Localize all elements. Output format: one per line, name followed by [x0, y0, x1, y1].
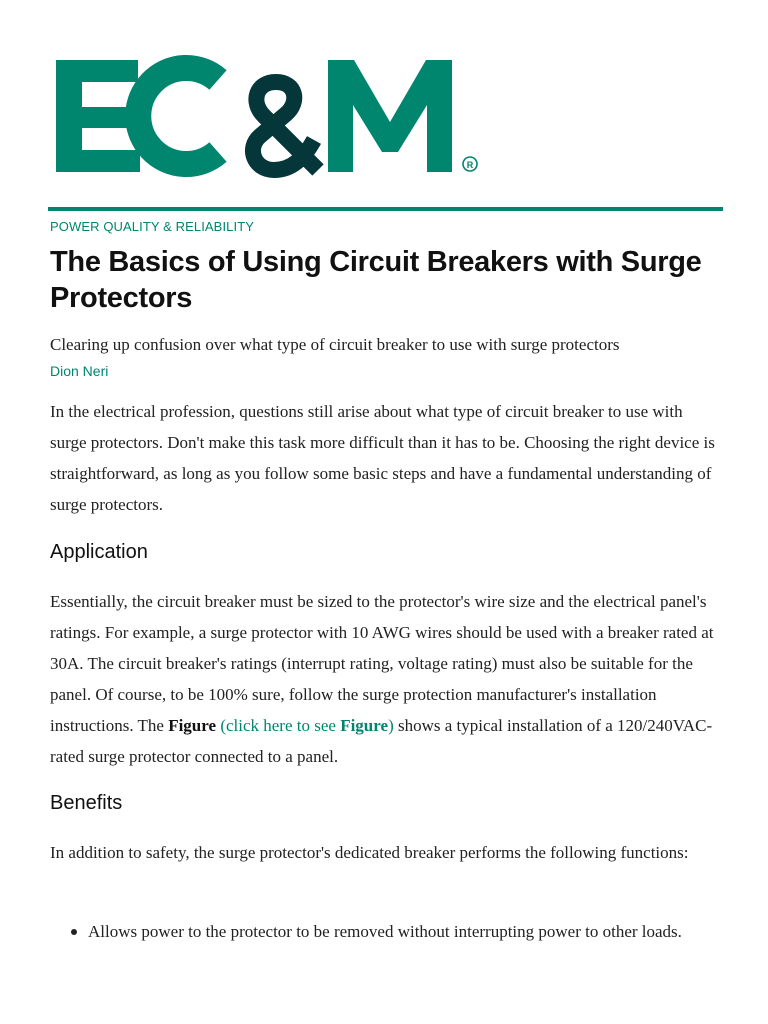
- application-text-after: shows a typical installation of a 120/240VAC-rated surge protector connected to a panel.: [50, 716, 713, 766]
- section-heading-benefits: Benefits: [50, 792, 123, 814]
- application-text-before: Essentially, the circuit breaker must be sized to the protector's wire size and the electrical panel's ratings. For example, a surge protector with 10 AWG wires should be used with a breaker rated at 30A. The circuit breaker's ratings (interrupt rating, voltage rating) must also be suitable for the panel. Of course, to be 100% sure, follow the surge protection manufacturer's installation instructions. The: [50, 592, 714, 735]
- author-link[interactable]: Dion Neri: [50, 363, 109, 379]
- application-paragraph: [50, 586, 720, 772]
- benefits-list: [50, 916, 710, 947]
- logo-ampersand: [253, 82, 318, 170]
- logo-letter-c: [138, 68, 218, 164]
- figure-label: Figure: [168, 716, 217, 735]
- figure-link[interactable]: (click here to see Figure): [216, 716, 394, 735]
- ecm-logo[interactable]: [52, 50, 482, 180]
- section-heading-application: Application: [50, 541, 148, 563]
- article-subtitle: Clearing up confusion over what type of circuit breaker to use with surge protectors: [50, 335, 620, 354]
- list-item: Allows power to the protector to be removed without interrupting power to other loads.: [50, 916, 710, 947]
- logo-letter-m: [328, 60, 452, 172]
- benefits-paragraph: In addition to safety, the surge protector's dedicated breaker performs the following functions:: [50, 843, 689, 862]
- article-title: The Basics of Using Circuit Breakers with Surge Protectors: [50, 246, 702, 314]
- header-divider: [48, 207, 723, 211]
- intro-paragraph: In the electrical profession, questions still arise about what type of circuit breaker to use with surge protectors. Don't make this task more difficult than it has to be. Choosing the right device is straightforward, as long as you follow some basic steps and have a fundamental understanding of surge protectors.: [50, 402, 715, 514]
- svg-text:R: R: [466, 160, 474, 170]
- category-link[interactable]: POWER QUALITY & RELIABILITY: [50, 219, 255, 234]
